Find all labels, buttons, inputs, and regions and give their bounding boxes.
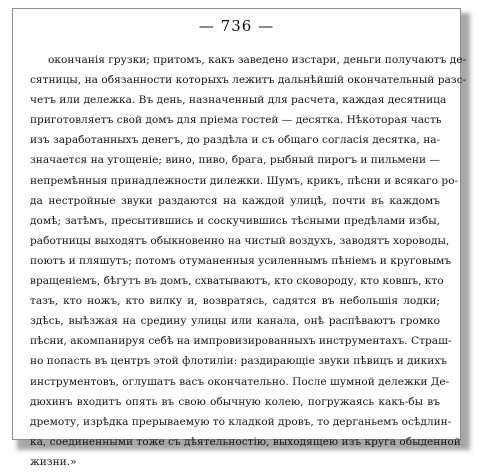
- text-line: приготовляетъ свой домъ для пріема гостей — десятка. Нѣкоторая часть: [30, 114, 442, 127]
- text-line: сятницы, на обязанности которыхъ лежитъ дальнѣйшій окончательный разс-: [30, 74, 467, 87]
- text-line: инструментовъ, оглушатъ васъ окончательно. После шумной дележки Де-: [30, 375, 450, 388]
- text-line: здѣсь, выѣзжая на средину улицы или канала, онѣ распѣваютъ громко: [30, 315, 440, 328]
- text-line: четъ или дележка. Въ день, назначенный для расчета, каждая десятница: [30, 94, 447, 107]
- text-line: дремоту, изрѣдка прерываемую то кладкой дровъ, то дерганьемъ осѣдлин-: [30, 415, 452, 428]
- text-line: дюхинъ входитъ опять въ свою обычную колею, погружаясь какъ-бы въ: [30, 395, 440, 408]
- body-text: [30, 50, 467, 472]
- scanned-page: [12, 8, 467, 468]
- text-line: тазъ, кто ножъ, кто вилку и, возвратясь, садятся въ небольшія лодки;: [30, 295, 440, 308]
- text-line: изъ заработанныхъ денегъ, до раздѣла и съ общаго согласія десятка, на-: [30, 134, 441, 147]
- text-line: жизни.»: [30, 455, 77, 468]
- text-line: поютъ и пляшутъ; потомъ отуманенныя усиленнымъ пѣніемъ и круговымъ: [30, 254, 452, 267]
- text-line: вращеніемъ, бѣгутъ въ домъ, схватываютъ, кто сковороду, кто ковшъ, кто: [30, 275, 444, 288]
- text-line: домѣ; затѣмъ, пресытившись и соскучившись тѣсными предѣлами избы,: [30, 214, 440, 227]
- text-line: но попасть въ центръ этой флотиліи: раздирающіе звуки пѣвицъ и дикихъ: [30, 355, 448, 368]
- text-line: окончанія грузки; притомъ, какъ заведено изстари, деньги получаютъ де-: [48, 54, 467, 66]
- text-line: да нестройные звуки раздаются на каждой улицѣ, почти въ каждомъ: [30, 194, 440, 207]
- text-line: пѣсни, акомпанируя себѣ на импровизированныхъ инструментахъ. Страш-: [30, 335, 452, 348]
- page-number: — 736 —: [198, 17, 275, 35]
- text-line: работницы выходятъ обыкновенно на чистый воздухъ, заводятъ хороводы,: [30, 234, 450, 247]
- text-line: ка, соединенными тоже съ дѣятельностію, выходящею изъ круга обыденной: [30, 435, 461, 448]
- text-line: непремѣнныя принадлежности дилежки. Шумъ, крикъ, пѣсни и всякаго ро-: [30, 174, 459, 187]
- text-line: значается на угощеніе; вино, пиво, брага, рыбный пирогъ и пильмени —: [30, 154, 440, 167]
